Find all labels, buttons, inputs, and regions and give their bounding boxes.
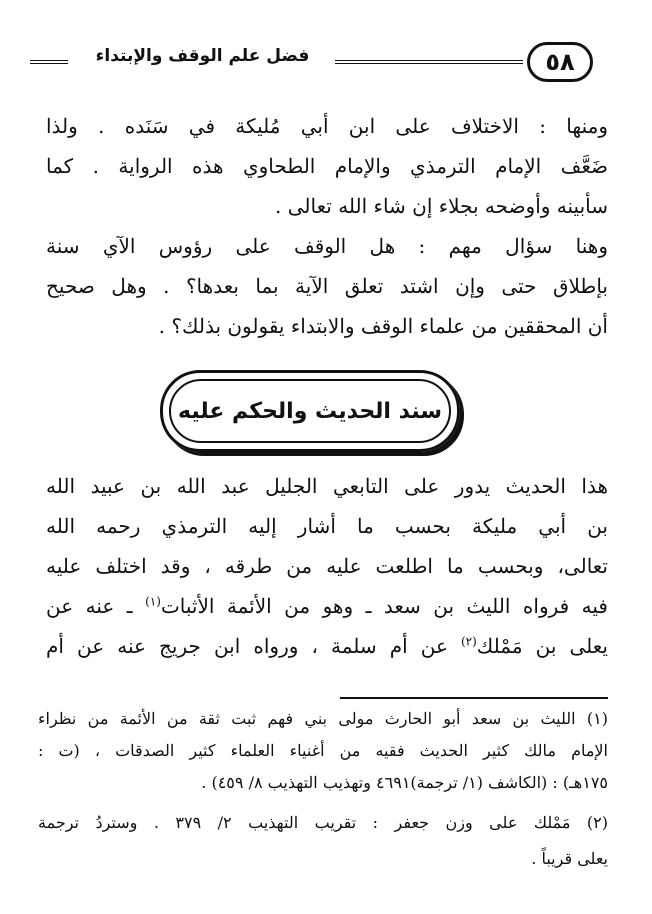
paragraph-3-line-1: هذا الحديث يدور على التابعي الجليل عبد الله بن عبيد الله [46,474,608,498]
running-title: فضل علم الوقف والإبتداء [95,46,310,66]
section-heading: سند الحديث والحكم عليه [169,379,451,443]
paragraph-3-line-3: تعالى، وبحسب ما اطلعت عليه من طرقه ، وقد اختلف عليه [46,554,609,578]
line-4-text-b: ـ عنه عن [46,594,133,618]
page-header [0,34,652,94]
paragraph-3-line-5 [46,631,608,661]
paragraph-3-line-4 [46,591,608,621]
paragraph-2-line-3: أن المحققين من علماء الوقف والابتداء يقولون بذلك؟ . [158,314,608,338]
paragraph-2-line-2: بإطلاق حتى وإن اشتد تعلق الآية بما بعدها؟ . وهل صحيح [46,274,608,298]
line-5-text-a: يعلى بن مَمْلك [476,634,608,658]
header-dash [30,60,68,64]
header-rule [335,60,523,64]
line-4-text-a: فيه فرواه الليث بن سعد ـ وهو من الأئمة الأثبات [160,594,608,618]
footnote-ref-1: (١) [145,594,161,609]
line-5-text-b: عن أم سلمة ، ورواه ابن جريج عنه عن أم [46,634,448,658]
footnote-2-line-2: يعلى قريباً . [531,849,608,868]
footnote-1-line-3: ١٧٥هـ) : (الكاشف (١/ ترجمة)٤٦٩١ وتهذيب التهذيب ٨/ ٤٥٩) . [201,773,608,792]
footnote-divider [340,697,608,699]
paragraph-2-line-1: وهنا سؤال مهم : هل الوقف على رؤوس الآي سنة [46,234,608,258]
footnote-1-line-2: الإمام مالك كثير الحديث فقيه من أغنياء العلماء كثير الصدقات ، (ت : [38,741,608,760]
paragraph-1-line-1: ومنها : الاختلاف على ابن أبي مُليكة في سَنَده . ولذا [46,114,608,138]
paragraph-3-line-2: بن أبي مليكة بحسب ما أشار إليه الترمذي رحمه الله [46,514,608,538]
section-heading-frame [160,370,460,452]
paragraph-1-line-2: ضَعَّف الإمام الترمذي والإمام الطحاوي هذه الرواية . كما [46,154,608,178]
footnote-ref-2: (٢) [460,634,477,649]
footnote-1-line-1: (١) الليث بن سعد أبو الحارث مولى بني فهم ثبت ثقة من الأئمة من نظراء [38,709,608,728]
paragraph-1-line-3: سأبينه وأوضحه بجلاء إن شاء الله تعالى . [275,194,608,218]
page-number: ٥٨ [527,42,593,82]
footnote-2-line-1: (٢) مَمْلك على وزن جعفر : تقريب التهذيب ٢/ ٣٧٩ . وستردُ ترجمة [38,813,608,832]
